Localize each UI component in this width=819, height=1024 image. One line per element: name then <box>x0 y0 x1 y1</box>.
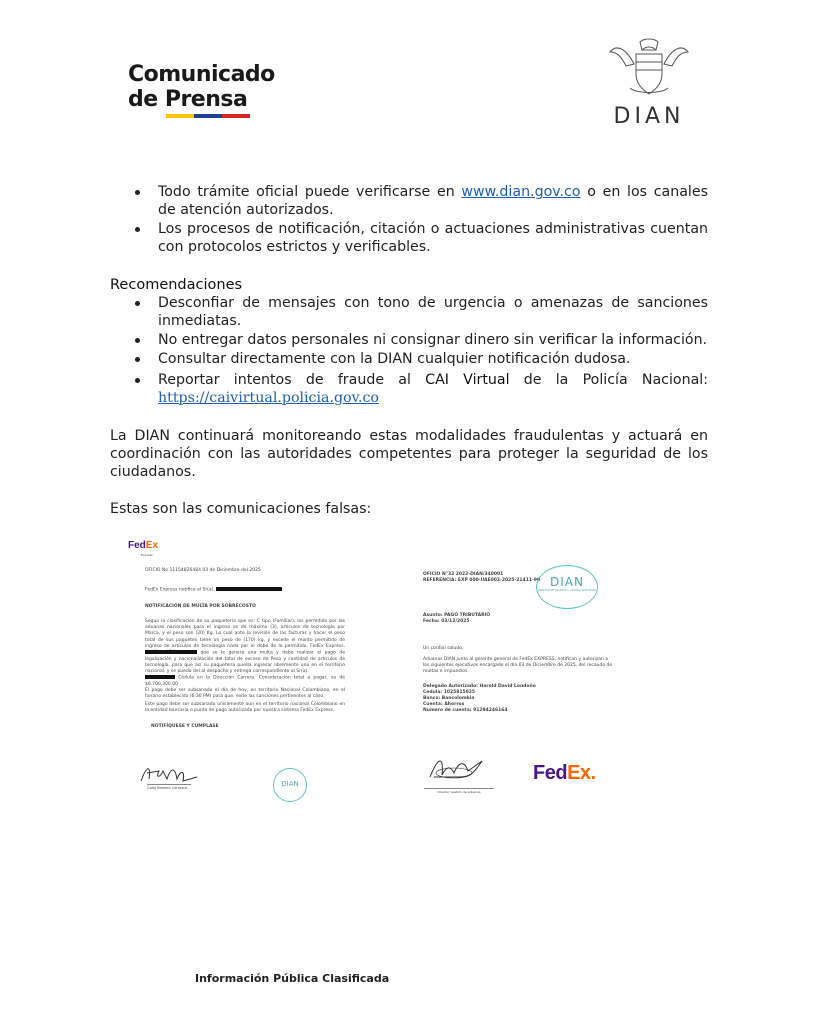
fedex-small-logo: FedEx <box>128 540 159 551</box>
title-line-2: de Prensa <box>128 87 248 112</box>
press-body <box>110 183 708 518</box>
fake-fedex-notice-image: FedEx Express OFICIO No 11154826484 03 de Diciembre del 2025 FedEx Express notifica al Sr(a). NOTIFICACIÓN DE MULTA POR SOBRECOSTO Según la clasificación de su paquetería que es: C tipo (Familiar), los permitido por las aduanas nacionales para el ingreso es de máximo (3), artículos de tecnología por Marca, y el peso son (20) Kg. Lo cual ante la revisión de las facturas y hacer el peso total de sus paquetes tiene un peso de (170) kg, y excede el monto permitido de ingreso de artículos de tecnología nada por el debe de lo permitido. FedEx Express. que se le genera una multa y debe realizar el pago de legalización y nacionalización del total de exceso de Peso y cantidad de artículos de tecnología, para que así su paquetería pueda ingresar libremente una en el territorio nacional, y se pueda del al despacho y entrega correspondiente al Sr(a). Cédula en la Dirección Carrera. Consideración total a pagar, es de $6.700.300.00 El pago debe ser subsanado el día de hoy, en territorio Nacional Colombiano, en el horario establecido (6:30 PM) para que, evite las sanciones pertinentes al caso. Este pago debe ser subsanado únicamente aun en el territorio nacional Colombiano en la entidad bancaria o punto de pago autorizado por nuestra sistema FedEx Express. NOTIFÍQUESE Y CÚMPLASE Carol Romero Carrasco DIAN <box>125 537 400 807</box>
flag-color-bar <box>166 114 250 118</box>
press-release-title <box>128 62 275 112</box>
flag-blue <box>194 114 222 118</box>
recommendations-heading: Recomendaciones <box>110 277 243 293</box>
title-line-1: Comunicado <box>128 62 275 87</box>
fedex-logo: FedEx. <box>533 762 596 784</box>
classification-footer: Información Pública Clasificada <box>195 972 390 985</box>
cai-virtual-label: CAI Virtual <box>425 372 510 388</box>
list-item: Reportar intentos de fraude al CAI Virtual de la Policía Nacional: https://caivirtual.policia.gov.co <box>158 372 708 406</box>
signature-icon <box>424 753 488 783</box>
list-item: No entregar datos personales ni consignar dinero sin verificar la información. <box>158 332 708 348</box>
recommendations-list <box>110 294 708 407</box>
flag-red <box>222 114 250 118</box>
flag-yellow <box>166 114 194 118</box>
fake-dian-notice-image: OFICIO N°32 2022-DIAN/340001 REFERENCIA: EXP 000-UAE002-2025-21411-90 DIAN DIRECCIÓN DE IMPUESTOS Y ADUANAS NACIONALES Asunto: PAGO TRIBUTARIO Fecha: 03/12/2025 Un cordial saludo, Aduanas DIAN junto al gerente general de FedEx EXPRESS, notifican y autorizan a los siguientes ejecutivos encargado el día 03 de Diciembre de 2025, del recaudo de multas e impuestos. Delegado Autorizado: Harold David Londoño Cedula: 1025815025 Banco: Bancolombia Cuenta: Ahorros Numero de cuenta: 91294246164 Director Gestión de Aduanas <box>420 560 620 800</box>
list-item: Desconfiar de mensajes con tono de urgencia o amenazas de sanciones inmediatas. <box>158 295 708 329</box>
dian-logo-text: DIAN <box>613 104 685 129</box>
list-item: Los procesos de notificación, citación o actuaciones administrativas cuentan con protocolos estrictos y verificables. <box>158 221 708 255</box>
cai-virtual-link[interactable]: https://caivirtual.policia.gov.co <box>158 390 379 406</box>
intro-bullet-list <box>110 183 708 256</box>
list-item: Todo trámite oficial puede verificarse en www.dian.gov.co o en los canales de atención autorizados. <box>158 184 708 218</box>
dian-stamp: DIAN DIRECCIÓN DE IMPUESTOS Y ADUANAS NACIONALES <box>536 565 598 609</box>
closing-paragraph: La DIAN continuará monitoreando estas modalidades fraudulentas y actuará en coordinación con las autoridades competentes para proteger la seguridad de los ciudadanos. <box>110 428 708 480</box>
false-communications-intro: Estas son las comunicaciones falsas: <box>110 501 372 517</box>
list-item: Consultar directamente con la DIAN cualquier notificación dudosa. <box>158 350 708 368</box>
dian-website-link[interactable]: www.dian.gov.co <box>461 184 581 200</box>
dian-stamp: DIAN <box>273 768 307 802</box>
